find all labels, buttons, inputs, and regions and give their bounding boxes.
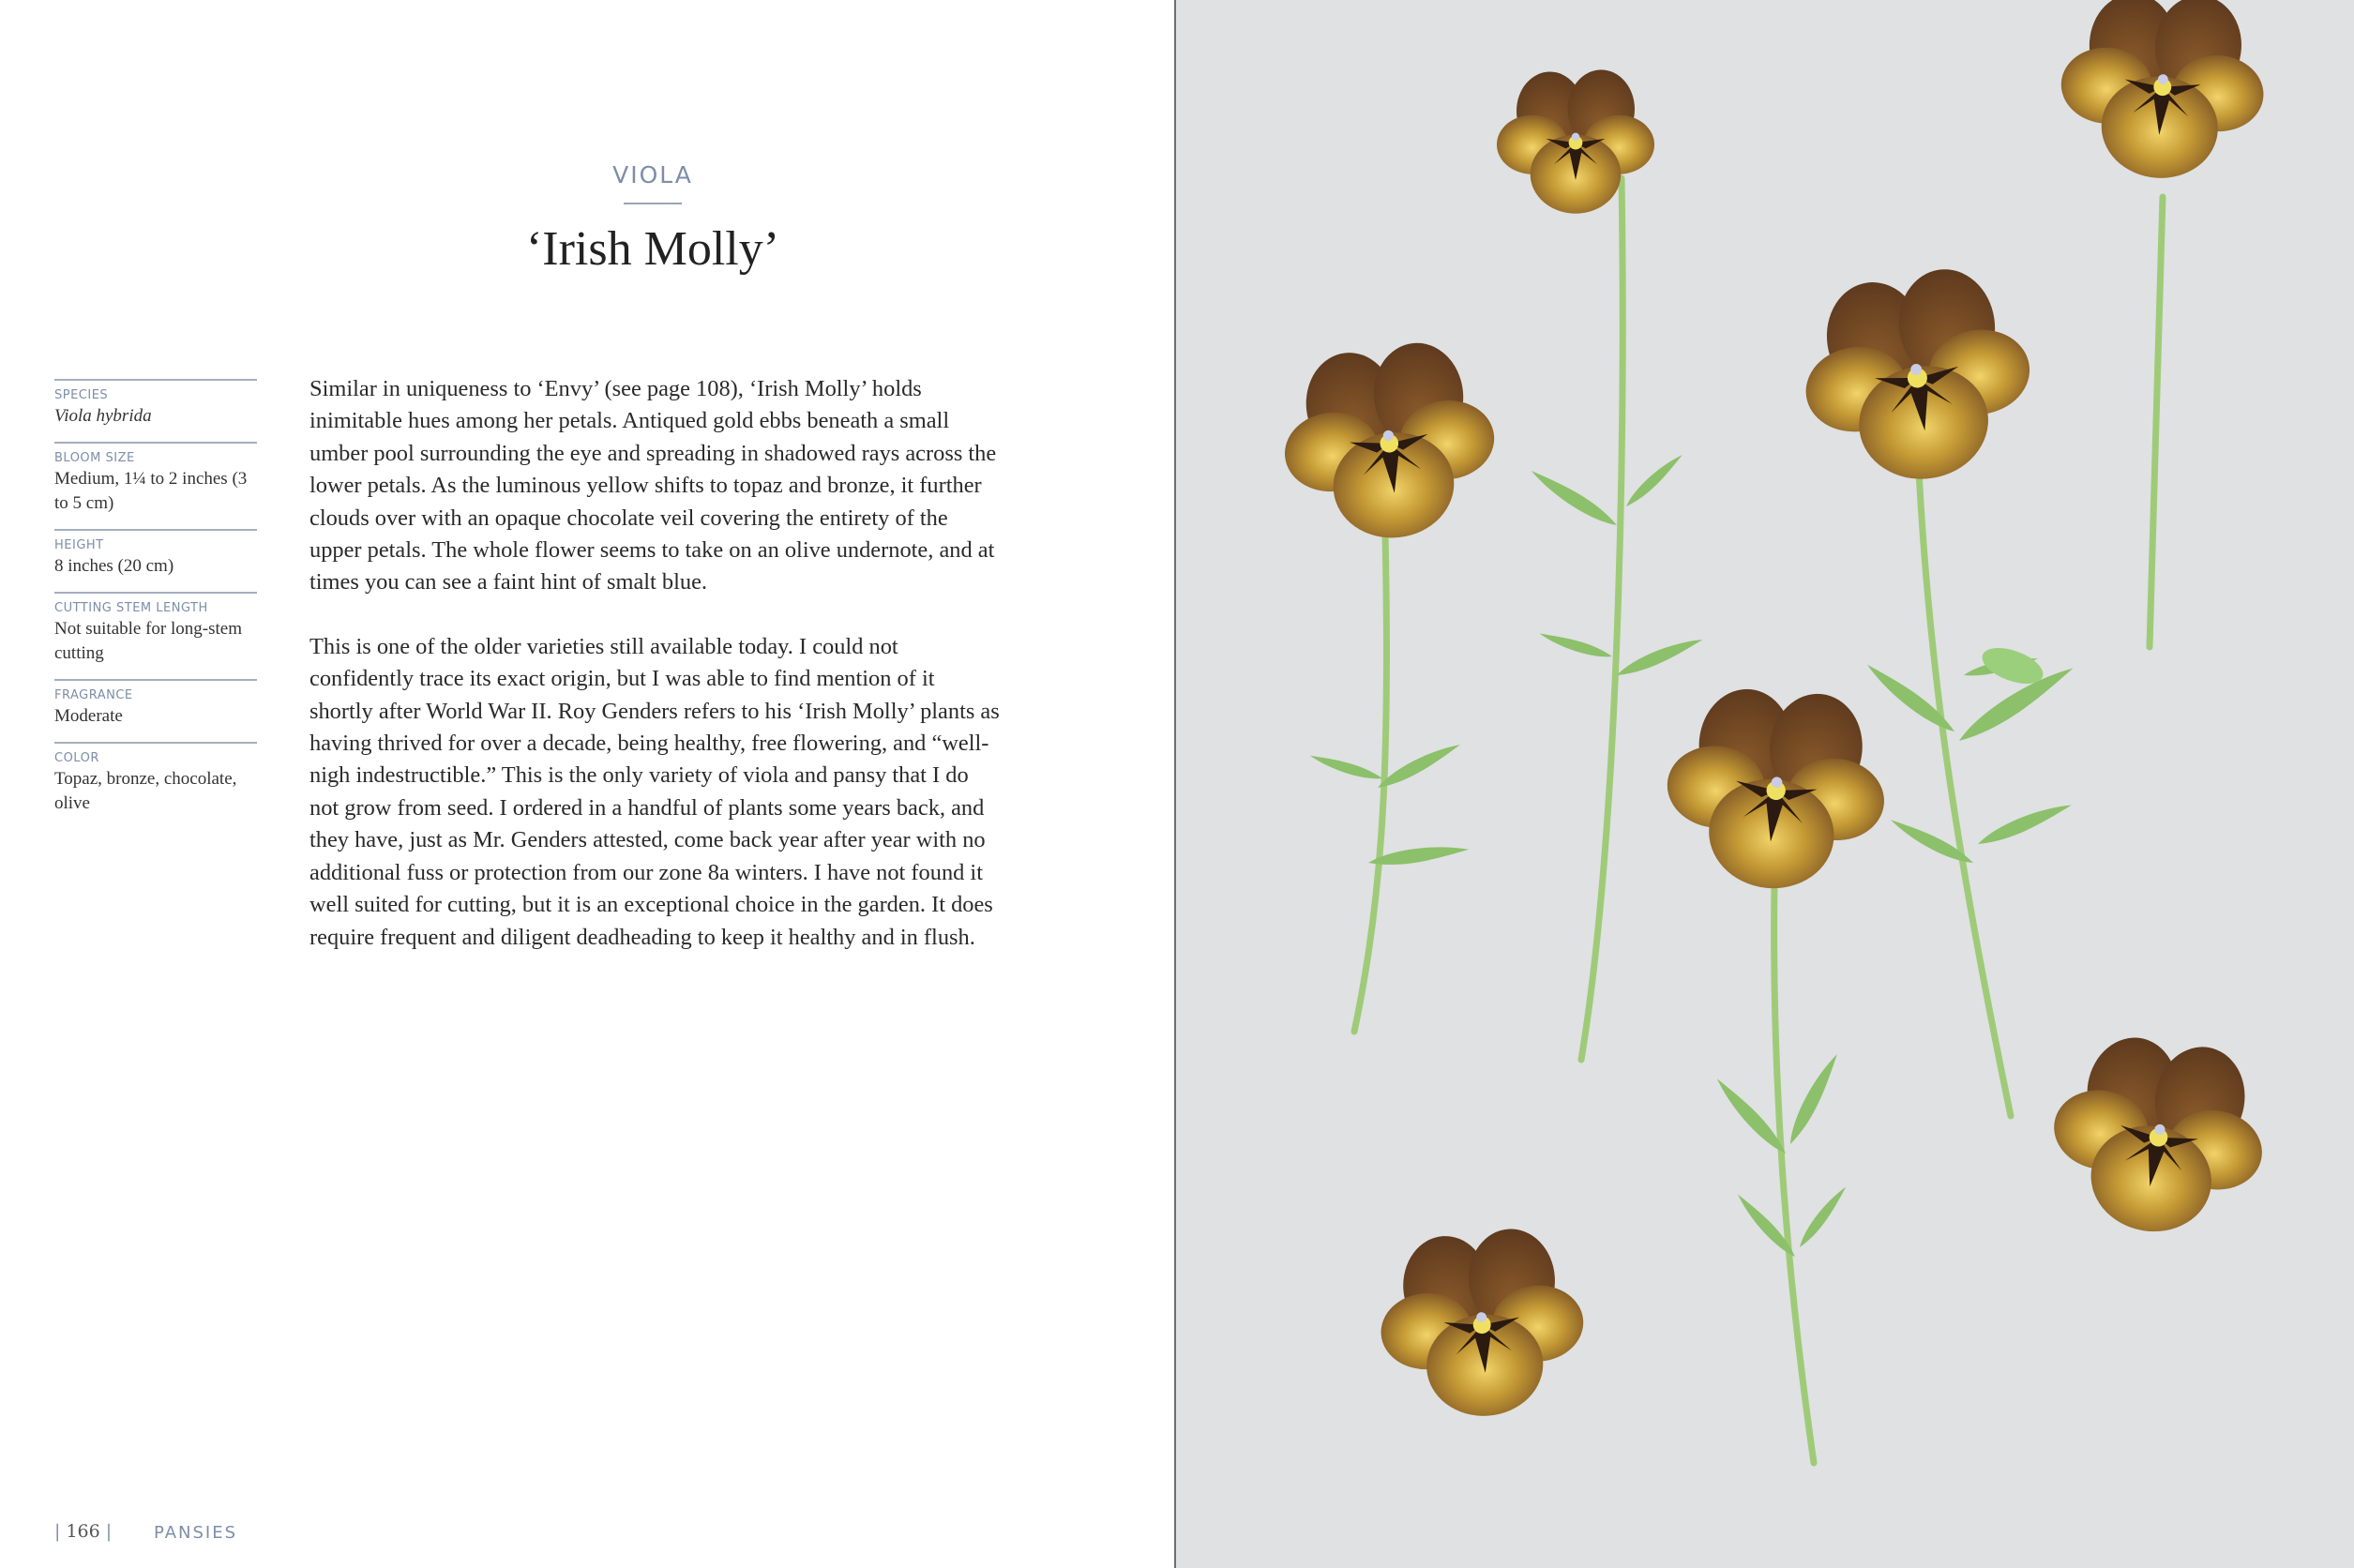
pansy-flower [1791, 259, 2043, 493]
pansy-photograph [1176, 0, 2354, 1568]
attribute-value: Not suitable for long-stem cutting [54, 619, 242, 663]
right-page-photo [1176, 0, 2354, 1568]
section-name: PANSIES [154, 1523, 238, 1543]
page-folio [54, 1521, 112, 1542]
attribute-bloom-size [54, 442, 257, 516]
body-text [309, 373, 1000, 986]
attribute-color [54, 742, 257, 816]
pansy-flower [1657, 679, 1894, 899]
attribute-fragrance [54, 679, 257, 729]
page-number: 166 [66, 1521, 100, 1542]
pansy-flower [1275, 336, 1503, 549]
leaf-cluster-1 [1308, 740, 1470, 867]
pansy-flower [1374, 1225, 1589, 1424]
body-paragraph: This is one of the older varieties still available today. I could not confidently trace its exact origin, but I was able to find mention of it shortly after World War II. Roy Genders refers to his ‘Irish Molly’ plants as having thrived for over a decade, being healthy, free flowering, and “well-nigh indestructible.” This is the only variety of viola and pansy that I do not grow from seed. I ordered in a handful of plants some years back, and they have, just as Mr. Genders attested, come back year after year with no additional fuss or protection from our zone 8a winters. I have not found it well suited for cutting, but it is an exceptional choice in the garden. It does require frequent and diligent deadheading to keep it healthy and in flush. [309, 633, 1000, 950]
attribute-label: FRAGRANCE [54, 688, 133, 702]
genus-divider [624, 203, 682, 204]
pansy-flower [2039, 1023, 2279, 1248]
variety-title: ‘Irish Molly’ [525, 222, 780, 276]
attribute-value: 8 inches (20 cm) [54, 556, 174, 576]
attributes-sidebar [54, 379, 257, 829]
pansy-flower [1497, 69, 1654, 213]
left-page [0, 0, 1174, 1568]
attribute-value: Topaz, bronze, chocolate, olive [54, 769, 237, 813]
folio-bracket-left: | [54, 1521, 61, 1542]
attribute-label: BLOOM SIZE [54, 451, 135, 465]
attribute-label: COLOR [54, 751, 99, 765]
folio-bracket-right: | [105, 1521, 113, 1542]
genus-label: VIOLA [612, 161, 693, 188]
pansy-flower [2055, 0, 2270, 185]
attribute-height [54, 529, 257, 579]
attribute-species [54, 379, 257, 429]
attribute-label: CUTTING STEM LENGTH [54, 601, 208, 615]
attribute-label: HEIGHT [54, 538, 104, 552]
attribute-value: Viola hybrida [54, 406, 152, 426]
attribute-value: Moderate [54, 706, 123, 726]
attribute-cutting-stem-length [54, 592, 257, 666]
body-paragraph: Similar in uniqueness to ‘Envy’ (see page 108), ‘Irish Molly’ holds inimitable hues among her petals. Antiqued gold ebbs beneath a small umber pool surrounding the eye and spreading in shadowed rays across the lower petals. As the luminous yellow shifts to topaz and bronze, it further clouds over with an opaque chocolate veil covering the entirety of the upper petals. The whole flower seems to take on an olive undernote, and at times you can see a faint hint of smalt blue. [309, 376, 997, 596]
leaf-cluster-3 [1864, 655, 2079, 870]
attribute-value: Medium, 1¼ to 2 inches (3 to 5 cm) [54, 469, 248, 513]
attribute-label: SPECIES [54, 388, 109, 402]
